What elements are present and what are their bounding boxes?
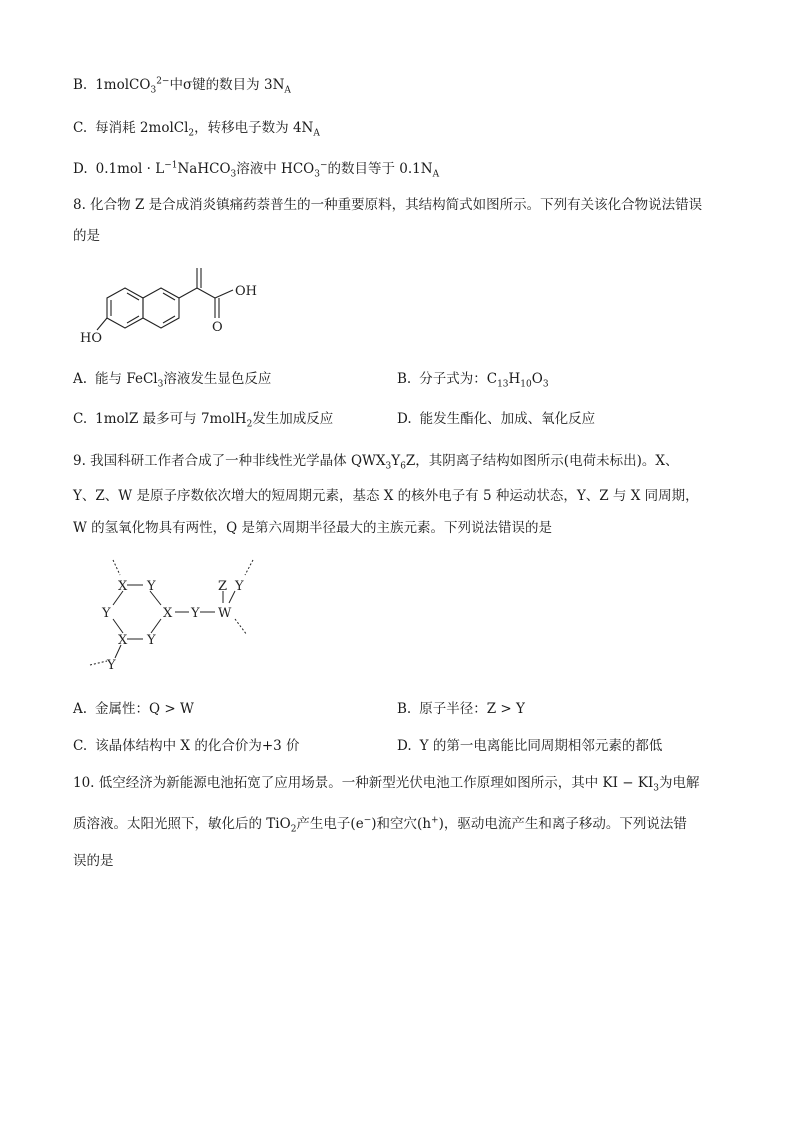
q8-option-a: A. 能与 FeCl$_3$溶液发生显色反应: [73, 371, 272, 390]
q9-option-c: C. 该晶体结构中 X 的化合价为+3 价: [73, 738, 300, 754]
q8-o-label: O: [212, 320, 223, 335]
y-atom: Y: [102, 606, 111, 621]
q9-stem-line2: Y、Z、W 是原子序数依次增大的短周期元素，基态 X 的核外电子有 5 种运动状态，Y、Z 与 X 同周期，: [73, 488, 699, 504]
q8-option-d: D. 能发生酯化、加成、氧化反应: [397, 411, 596, 427]
q9-option-d: D. Y 的第一电离能比同周期相邻元素的都低: [397, 738, 663, 754]
q8-structure-diagram: [80, 262, 290, 352]
y-atom: Y: [235, 579, 244, 594]
q9-stem-line3: W 的氢氧化物具有两性，Q 是第六周期半径最大的主族元素。下列说法错误的是: [73, 520, 553, 536]
q8-option-b: B. 分子式为：$C_{13}H_{10}O_3$: [397, 371, 549, 390]
q7-option-b: B. 1molCO$_3^{2-}$中σ键的数目为 $3N_A$: [73, 76, 291, 96]
q9-stem-line1: 9. 我国科研工作者合成了一种非线性光学晶体 $QWX_3Y_6Z$，其阴离子结构如图所示(电荷未标出)。X、: [73, 453, 679, 472]
q8-ho-label: HO: [80, 331, 102, 346]
q8-stem-line1: 8. 化合物 Z 是合成消炎镇痛药萘普生的一种重要原料，其结构简式如图所示。下列有关该化合物说法错误: [73, 197, 703, 213]
q10-stem-line1: 10. 低空经济为新能源电池拓宽了应用场景。一种新型光伏电池工作原理如图所示，其中 KI − $KI_3$为电解: [73, 775, 700, 794]
q7-option-d: D. $0.1mol \cdot L^{-1}NaHCO_3$溶液中 $HCO_3^-$的数目等于 $0.1N_A$: [73, 160, 440, 180]
z-atom: Z: [218, 579, 228, 594]
y-atom: Y: [147, 633, 156, 648]
w-atom: W: [218, 606, 232, 621]
y-atom: Y: [147, 579, 156, 594]
x-atom: X: [163, 606, 173, 621]
y-atom: Y: [107, 658, 116, 673]
x-atom: X: [118, 633, 128, 648]
q9-anion-structure-diagram: [85, 555, 275, 675]
y-atom: Y: [191, 606, 200, 621]
q8-option-c: C. 1molZ 最多可与 7molH$_2$发生加成反应: [73, 411, 334, 430]
q9-option-a: A. 金属性：Q > W: [73, 701, 194, 717]
q10-stem-line3: 误的是: [73, 853, 114, 869]
x-atom: X: [118, 579, 128, 594]
q9-option-b: B. 原子半径：Z > Y: [397, 701, 525, 717]
q8-stem-line2: 的是: [73, 228, 100, 244]
q7-option-c: C. 每消耗 2molCl$_2$，转移电子数为 $4N_A$: [73, 120, 320, 139]
q10-stem-line2: 质溶液。太阳光照下，敏化后的 TiO$_2$产生电子(e−)和空穴(h+)，驱动电流产生和离子移动。下列说法错: [73, 815, 687, 835]
q8-oh-label: OH: [235, 284, 257, 299]
